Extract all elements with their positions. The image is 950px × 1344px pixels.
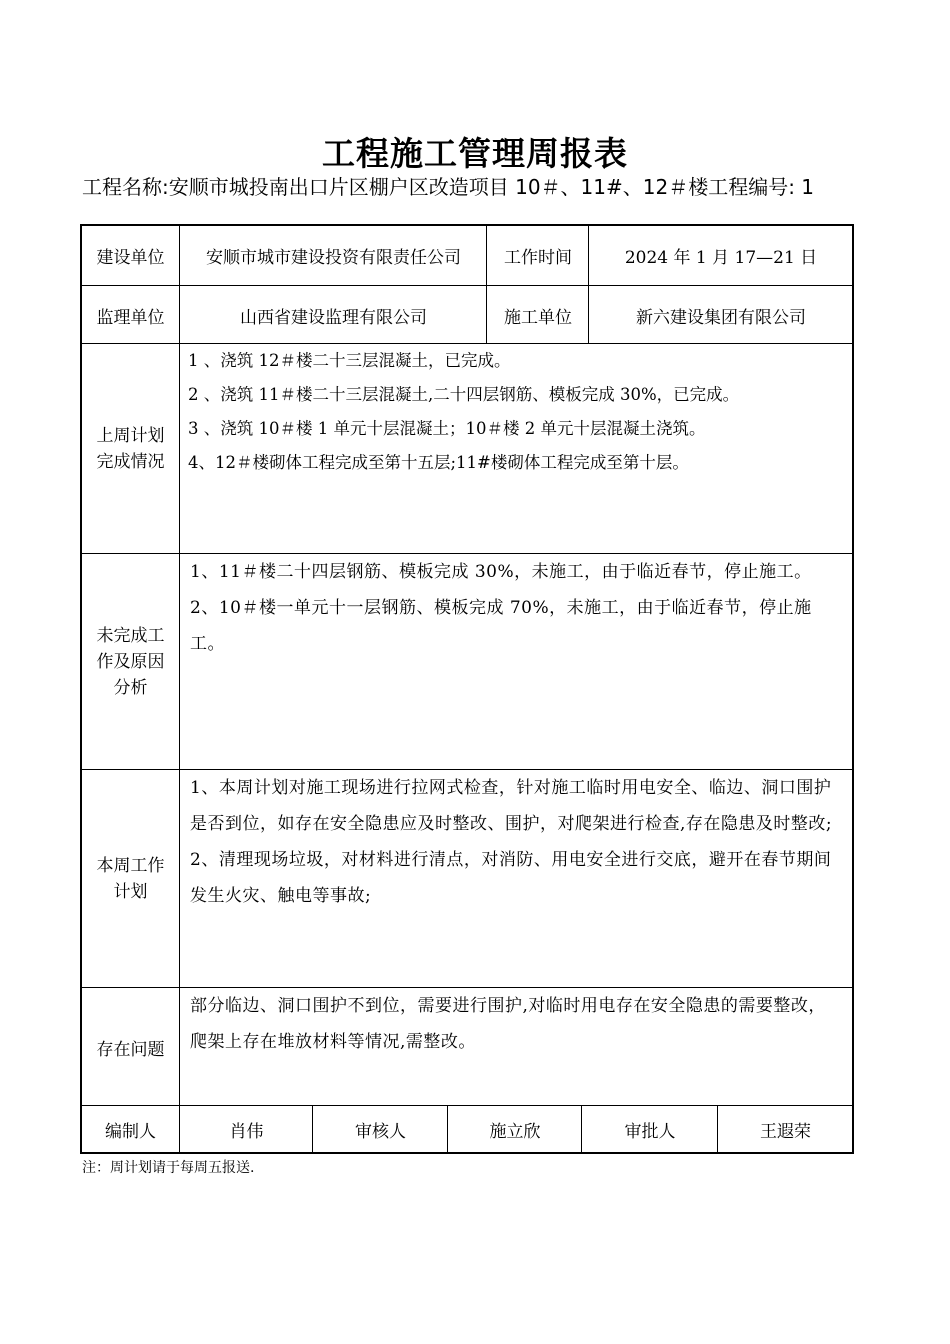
page-title: 工程施工管理周报表 [322,134,628,173]
work-time-label: 工作时间 [504,248,572,268]
last-week-item: 3 、浇筑 10＃楼 1 单元十层混凝土；10＃楼 2 单元十层混凝土浇筑。 [188,419,706,438]
approver-label: 审批人 [624,1122,676,1142]
unfinished-label: 未完成工作及原因分析 [96,626,165,698]
footnote: 注：周计划请于每周五报送. [82,1160,255,1176]
last-week-label: 上周计划完成情况 [96,426,165,472]
supervisor-label: 监理单位 [96,307,165,328]
this-week-item: 1、本周计划对施工现场进行拉网式检查，针对施工临时用电安全、临边、洞口围护是否到位，如存在安全隐患应及时整改、围护，对爬架进行检查,存在隐患及时整改; [190,778,833,834]
contractor-label: 施工单位 [504,307,572,328]
last-week-content [180,344,853,554]
last-week-item: 2 、浇筑 11＃楼二十三层混凝土,二十四层钢筋、模板完成 30%，已完成。 [188,385,740,404]
this-week-content [180,770,853,988]
owner-label: 建设单位 [96,248,165,268]
owner-value: 安顺市城市建设投资有限责任公司 [206,248,461,268]
project-info: 工程名称:安顺市城投南出口片区棚户区改造项目 10＃、11#、12＃楼工程编号: 1 [82,175,815,199]
compiler-label: 编制人 [105,1122,156,1142]
supervisor-value: 山西省建设监理有限公司 [240,307,427,328]
reviewer-name: 施立欣 [489,1122,541,1142]
issues-label: 存在问题 [96,1039,165,1060]
unfinished-item: 2、10＃楼一单元十一层钢筋、模板完成 70%，未施工，由于临近春节，停止施工。 [190,598,812,654]
this-week-label: 本周工作计划 [96,856,165,902]
unfinished-item: 1、11＃楼二十四层钢筋、模板完成 30%，未施工，由于临近春节，停止施工。 [190,562,812,582]
this-week-item: 2、清理现场垃圾，对材料进行清点，对消防、用电安全进行交底，避开在春节期间发生火灾、触电等事故; [190,850,832,906]
issues-text: 部分临边、洞口围护不到位，需要进行围护,对临时用电存在安全隐患的需要整改，爬架上存在堆放材料等情况,需整改。 [190,996,826,1052]
reviewer-label: 审核人 [355,1122,406,1142]
contractor-value: 新六建设集团有限公司 [636,307,806,328]
approver-name: 王遐荣 [760,1122,811,1142]
issues-content [180,988,853,1106]
compiler-name: 肖伟 [229,1122,264,1142]
last-week-item: 4、12＃楼砌体工程完成至第十五层;11#楼砌体工程完成至第十层。 [188,453,689,472]
unfinished-content [180,554,853,770]
work-time-value: 2024 年 1 月 17—21 日 [624,248,818,268]
last-week-item: 1 、浇筑 12＃楼二十三层混凝土，已完成。 [188,351,511,370]
